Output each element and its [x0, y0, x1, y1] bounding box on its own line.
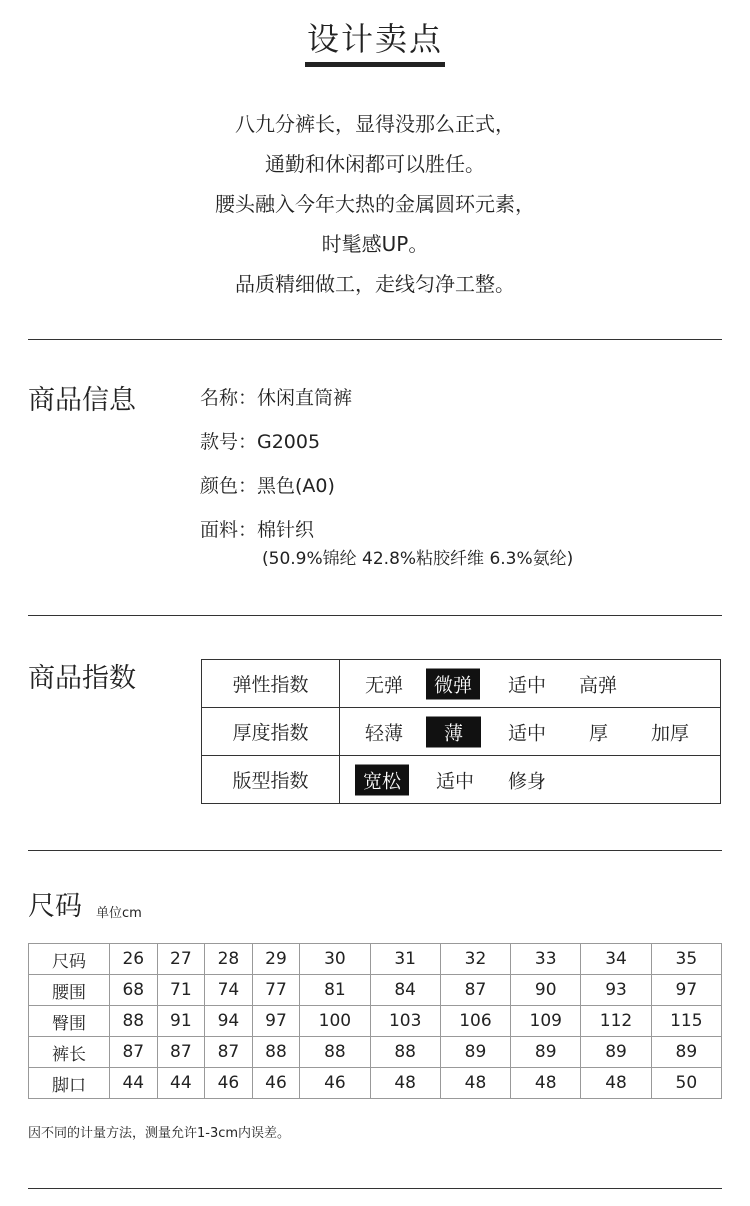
size-row-label: 脚口 — [29, 1068, 110, 1099]
divider — [28, 1188, 722, 1189]
size-cell: 26 — [110, 944, 158, 975]
index-option: 轻薄 — [365, 722, 404, 744]
size-cell: 88 — [370, 1037, 440, 1068]
size-row — [29, 1006, 722, 1037]
index-option-selected: 宽松 — [355, 764, 409, 795]
index-label: 厚度指数 — [202, 708, 340, 756]
size-cell: 100 — [300, 1006, 370, 1037]
size-cell: 71 — [157, 975, 205, 1006]
divider — [28, 339, 722, 340]
index-option-selected: 微弹 — [426, 668, 480, 699]
size-row — [29, 1037, 722, 1068]
size-cell: 44 — [157, 1068, 205, 1099]
size-cell: 77 — [252, 975, 300, 1006]
selling-point: 腰头融入今年大热的金属圆环元素， — [215, 192, 535, 216]
size-cell: 87 — [110, 1037, 158, 1068]
selling-point: 品质精细做工，走线匀净工整。 — [235, 272, 515, 296]
size-cell: 48 — [581, 1068, 651, 1099]
size-cell: 89 — [651, 1037, 721, 1068]
size-cell: 84 — [370, 975, 440, 1006]
size-cell: 90 — [511, 975, 581, 1006]
size-cell: 94 — [205, 1006, 253, 1037]
size-cell: 46 — [300, 1068, 370, 1099]
product-info-title: 商品信息 — [28, 385, 136, 416]
index-option: 厚 — [589, 722, 609, 744]
size-cell: 50 — [651, 1068, 721, 1099]
product-style-no: 款号：G2005 — [200, 431, 321, 453]
size-unit: 单位cm — [96, 906, 142, 921]
size-cell: 81 — [300, 975, 370, 1006]
index-label: 版型指数 — [202, 756, 340, 804]
size-cell: 93 — [581, 975, 651, 1006]
size-cell: 87 — [157, 1037, 205, 1068]
size-cell: 115 — [651, 1006, 721, 1037]
size-row — [29, 944, 722, 975]
size-cell: 89 — [581, 1037, 651, 1068]
size-cell: 68 — [110, 975, 158, 1006]
size-cell: 74 — [205, 975, 253, 1006]
size-cell: 87 — [440, 975, 510, 1006]
selling-point: 八九分裤长，显得没那么正式， — [235, 112, 515, 136]
size-row — [29, 1068, 722, 1099]
size-cell: 106 — [440, 1006, 510, 1037]
size-cell: 88 — [110, 1006, 158, 1037]
size-cell: 89 — [511, 1037, 581, 1068]
size-cell: 31 — [370, 944, 440, 975]
index-row-fit — [202, 756, 721, 804]
size-row-label: 腰围 — [29, 975, 110, 1006]
index-row-elasticity — [202, 660, 721, 708]
size-cell: 103 — [370, 1006, 440, 1037]
product-fabric: 面料：棉针织 — [200, 519, 315, 541]
size-cell: 48 — [511, 1068, 581, 1099]
product-fabric-detail: (50.9%锦纶 42.8%粘胶纤维 6.3%氨纶) — [262, 549, 574, 569]
size-title: 尺码 — [28, 891, 82, 922]
size-cell: 34 — [581, 944, 651, 975]
size-row — [29, 975, 722, 1006]
size-cell: 46 — [205, 1068, 253, 1099]
size-cell: 88 — [252, 1037, 300, 1068]
index-option: 无弹 — [365, 674, 404, 696]
size-cell: 48 — [440, 1068, 510, 1099]
page-title: 设计卖点 — [306, 20, 443, 58]
index-label: 弹性指数 — [202, 660, 340, 708]
size-cell: 48 — [370, 1068, 440, 1099]
index-row-thickness — [202, 708, 721, 756]
size-cell: 97 — [252, 1006, 300, 1037]
size-cell: 30 — [300, 944, 370, 975]
selling-point: 通勤和休闲都可以胜任。 — [265, 152, 485, 176]
size-cell: 35 — [651, 944, 721, 975]
size-cell: 33 — [511, 944, 581, 975]
index-option: 修身 — [508, 770, 547, 792]
index-option: 适中 — [508, 674, 547, 696]
size-cell: 97 — [651, 975, 721, 1006]
size-cell: 32 — [440, 944, 510, 975]
size-cell: 29 — [252, 944, 300, 975]
size-cell: 44 — [110, 1068, 158, 1099]
size-row-label: 臀围 — [29, 1006, 110, 1037]
product-color: 颜色：黑色(A0) — [200, 475, 335, 497]
product-index-title: 商品指数 — [28, 663, 136, 694]
divider — [28, 850, 722, 851]
size-table — [28, 943, 722, 1099]
index-option: 加厚 — [651, 722, 690, 744]
product-index-table — [201, 659, 721, 804]
selling-point: 时髦感UP。 — [321, 232, 429, 256]
product-name: 名称：休闲直筒裤 — [200, 387, 353, 409]
size-cell: 88 — [300, 1037, 370, 1068]
index-option: 高弹 — [579, 674, 618, 696]
size-cell: 109 — [511, 1006, 581, 1037]
size-cell: 91 — [157, 1006, 205, 1037]
size-cell: 87 — [205, 1037, 253, 1068]
size-cell: 46 — [252, 1068, 300, 1099]
size-row-label: 裤长 — [29, 1037, 110, 1068]
size-cell: 27 — [157, 944, 205, 975]
index-option: 适中 — [436, 770, 475, 792]
size-cell: 89 — [440, 1037, 510, 1068]
size-cell: 112 — [581, 1006, 651, 1037]
selling-points — [0, 104, 750, 304]
size-cell: 28 — [205, 944, 253, 975]
size-row-label: 尺码 — [29, 944, 110, 975]
divider — [28, 615, 722, 616]
title-underline — [305, 62, 445, 67]
measurement-note: 因不同的计量方法，测量允许1-3cm内误差。 — [28, 1126, 291, 1141]
index-option-selected: 薄 — [426, 716, 481, 747]
index-option: 适中 — [508, 722, 547, 744]
